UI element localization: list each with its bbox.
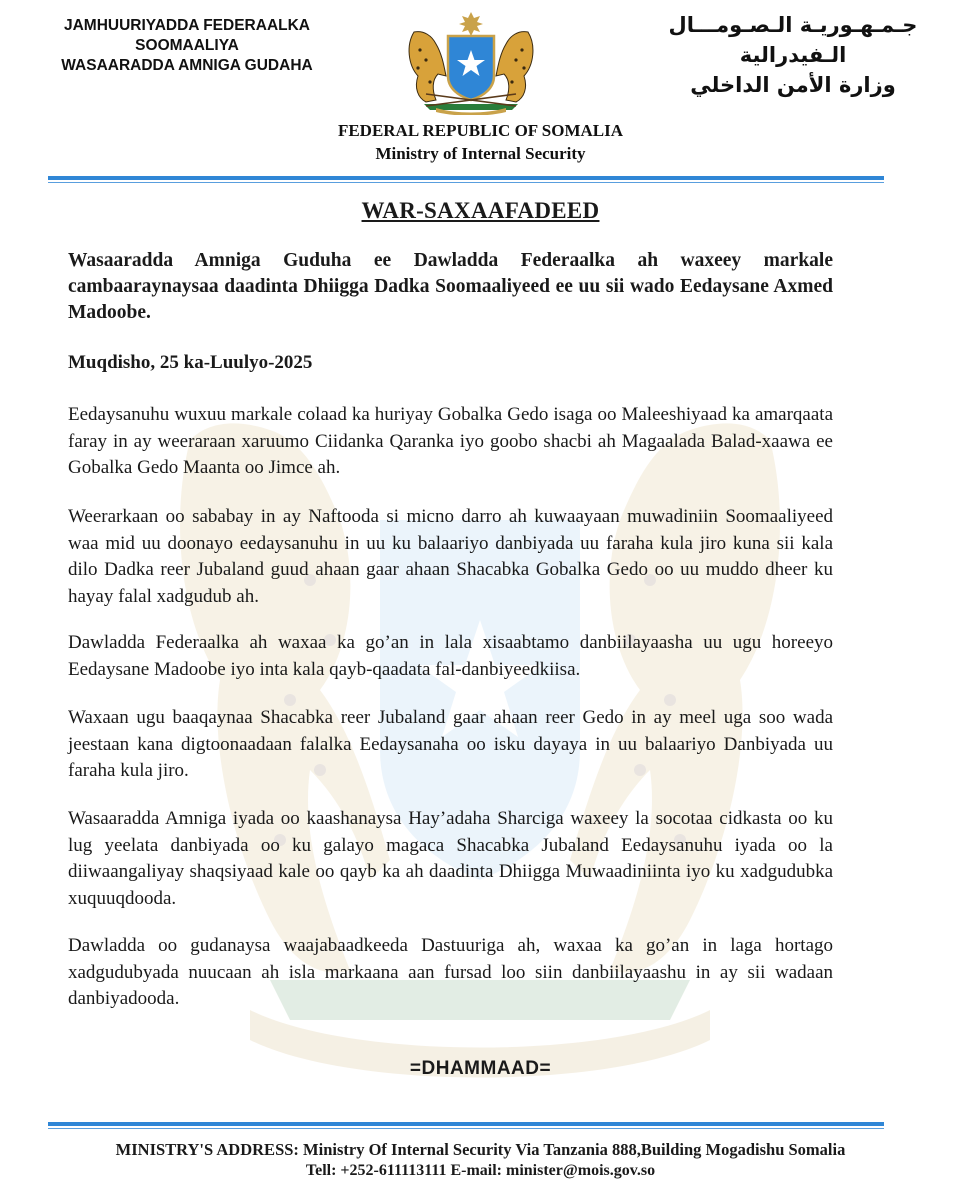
body-paragraph-2: Weerarkaan oo sababay in ay Naftooda si micno darro ah kuwaayaan muwadiniin Soomaaliyeed waa mid uu doonayo eedaysanuhu in uu ku balaariyo danbiyada uu faraha kula jiro kuna sii kala dilo Dadka reer Jubaland guud ahaan gaar ahaan Shacabka Gobalka Gedo oo uu muddo dheer ku hayay falal xadgudub ah. (68, 506, 833, 607)
header-left-line1: JAMHUURIYADDA FEDERAALKA (63, 17, 310, 34)
header-somali-block (22, 16, 352, 76)
header-left-line3: WASAARADDA AMNIGA GUDAHA (61, 57, 313, 74)
lead-paragraph: Wasaaradda Amniga Guduha ee Dawladda Federaalka ah waxeey markale cambaaraynaysaa daadinta Dhiigga Dadka Soomaaliyeed ee uu sii wado Eedaysane Axmed Madoobe. (68, 250, 833, 323)
body-paragraph-6: Dawladda oo gudanaysa waajabaadkeeda Dastuuriga ah, waxaa ka go’an in laga hortago xadgudubyada nuucaan ah isla markaana aan fursad loo siin danbiilayaashu in ay sii wadaan danbiyadooda. (68, 935, 833, 1009)
footer-contact: Tell: +252-611113111 E-mail: minister@mois.gov.so (305, 1162, 656, 1179)
body-paragraph-4: Waxaan ugu baaqaynaa Shacabka reer Jubaland gaar ahaan reer Gedo in ay meel uga soo wada jeestaan kana digtoonaadaan falalka Eedaysanaha oo isku dayaya in uu balaariyo Danbiyada uu faraha kula jiro. (68, 707, 833, 781)
header-divider (48, 176, 884, 183)
document-title: WAR-SAXAAFADEED (361, 198, 600, 223)
header-right-line1: جـمـهـوريـة الـصـومـــال الـفيدرالية (668, 13, 918, 67)
footer-divider (48, 1122, 884, 1129)
somalia-coat-of-arms-icon (396, 10, 546, 115)
body-paragraph-5: Wasaaradda Amniga iyada oo kaashanaysa Hay’adaha Sharciga waxeey la socotaa cidkasta oo ku lug yeelata danbiyada oo ku galayo magaca Shacabka Jubaland Eedaysanuhu iyada oo la diiwaangaliyay shaqsiyaad kale oo qayb ka ah daadinta Dhiigga Muwaadiniinta iyo ku xadgudubka xuquuqdooda. (68, 808, 833, 909)
body-paragraph-3: Dawladda Federaalka ah waxaa ka go’an in lala xisaabtamo danbiilayaasha uu ugu horeeyo Eedaysane Madoobe iyo inta kala qayb-qaadata fal-danbiyeedkiisa. (68, 632, 833, 680)
footer-address: MINISTRY'S ADDRESS: Ministry Of Internal Security Via Tanzania 888,Building Mogadishu Somalia (115, 1140, 846, 1159)
closing-mark: =DHAMMAAD= (409, 1058, 552, 1079)
header-right-line2: وزارة الأمن الداخلي (690, 73, 896, 97)
header-center-line2: Ministry of Internal Security (375, 144, 586, 163)
dateline: Muqdisho, 25 ka-Luulyo-2025 (68, 352, 313, 373)
header-arabic-block (643, 10, 943, 100)
body-paragraph-1: Eedaysanuhu wuxuu markale colaad ka huriyay Gobalka Gedo isaga oo Maleeshiyaad ka amarqaata faray in ay weeraraan xaruumo Ciidanka Qaranka iyo goobo shacbi ah Magaalada Balad-xaawa ee Gobalka Gedo Maanta oo Jimce ah. (68, 404, 833, 478)
header-english-block (0, 119, 961, 165)
header-center-line1: FEDERAL REPUBLIC OF SOMALIA (337, 121, 624, 140)
header-left-line2: SOOMAALIYA (135, 37, 239, 54)
